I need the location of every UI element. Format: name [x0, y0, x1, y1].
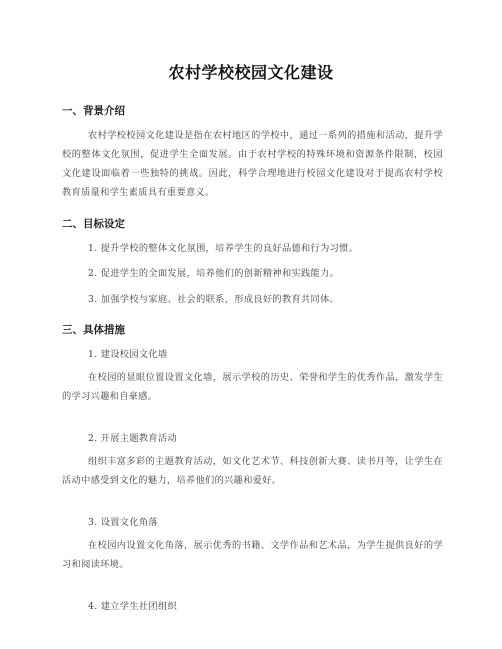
measure-text-1: 在校园的显眼位置设置文化墙，展示学校的历史、荣誉和学生的优秀作品，激发学生的学习兴趣和自豪感。 — [62, 372, 443, 402]
section-heading-background: 一、背景介绍 — [62, 105, 125, 117]
section-heading-goals: 二、目标设定 — [62, 218, 125, 230]
measure-label-3: 3. 设置文化角落 — [88, 517, 158, 528]
goal-item-1: 1. 提升学校的整体文化氛围，培养学生的良好品德和行为习惯。 — [88, 243, 359, 254]
measure-text-2: 组织丰富多彩的主题教育活动，如文化艺术节、科技创新大赛、读书月等，让学生在活动中感受到文化的魅力，培养他们的兴趣和爱好。 — [62, 456, 443, 486]
measure-text-3: 在校园内设置文化角落，展示优秀的书籍、文学作品和艺术品，为学生提供良好的学习和阅读环境。 — [62, 540, 443, 570]
document-title: 农村学校校园文化建设 — [168, 63, 334, 82]
section-heading-measures: 三、具体措施 — [62, 324, 125, 336]
goal-item-3: 3. 加强学校与家庭、社会的联系，形成良好的教育共同体。 — [88, 294, 340, 305]
goal-item-2: 2. 促进学生的全面发展，培养他们的创新精神和实践能力。 — [88, 268, 340, 279]
background-paragraph: 农村学校校园文化建设是指在农村地区的学校中，通过一系列的措施和活动，提升学校的整体文化氛围，促进学生全面发展。由于农村学校的特殊环境和资源条件限制，校园文化建设面临着一些独特的挑战。因此，科学合理地进行校园文化建设对于提高农村学校教育质量和学生素质具有重要意义。 — [62, 130, 443, 198]
measure-label-2: 2. 开展主题教育活动 — [88, 433, 178, 444]
measure-label-1: 1. 建设校园文化墙 — [88, 349, 168, 360]
measure-label-4: 4. 建立学生社团组织 — [88, 601, 178, 612]
